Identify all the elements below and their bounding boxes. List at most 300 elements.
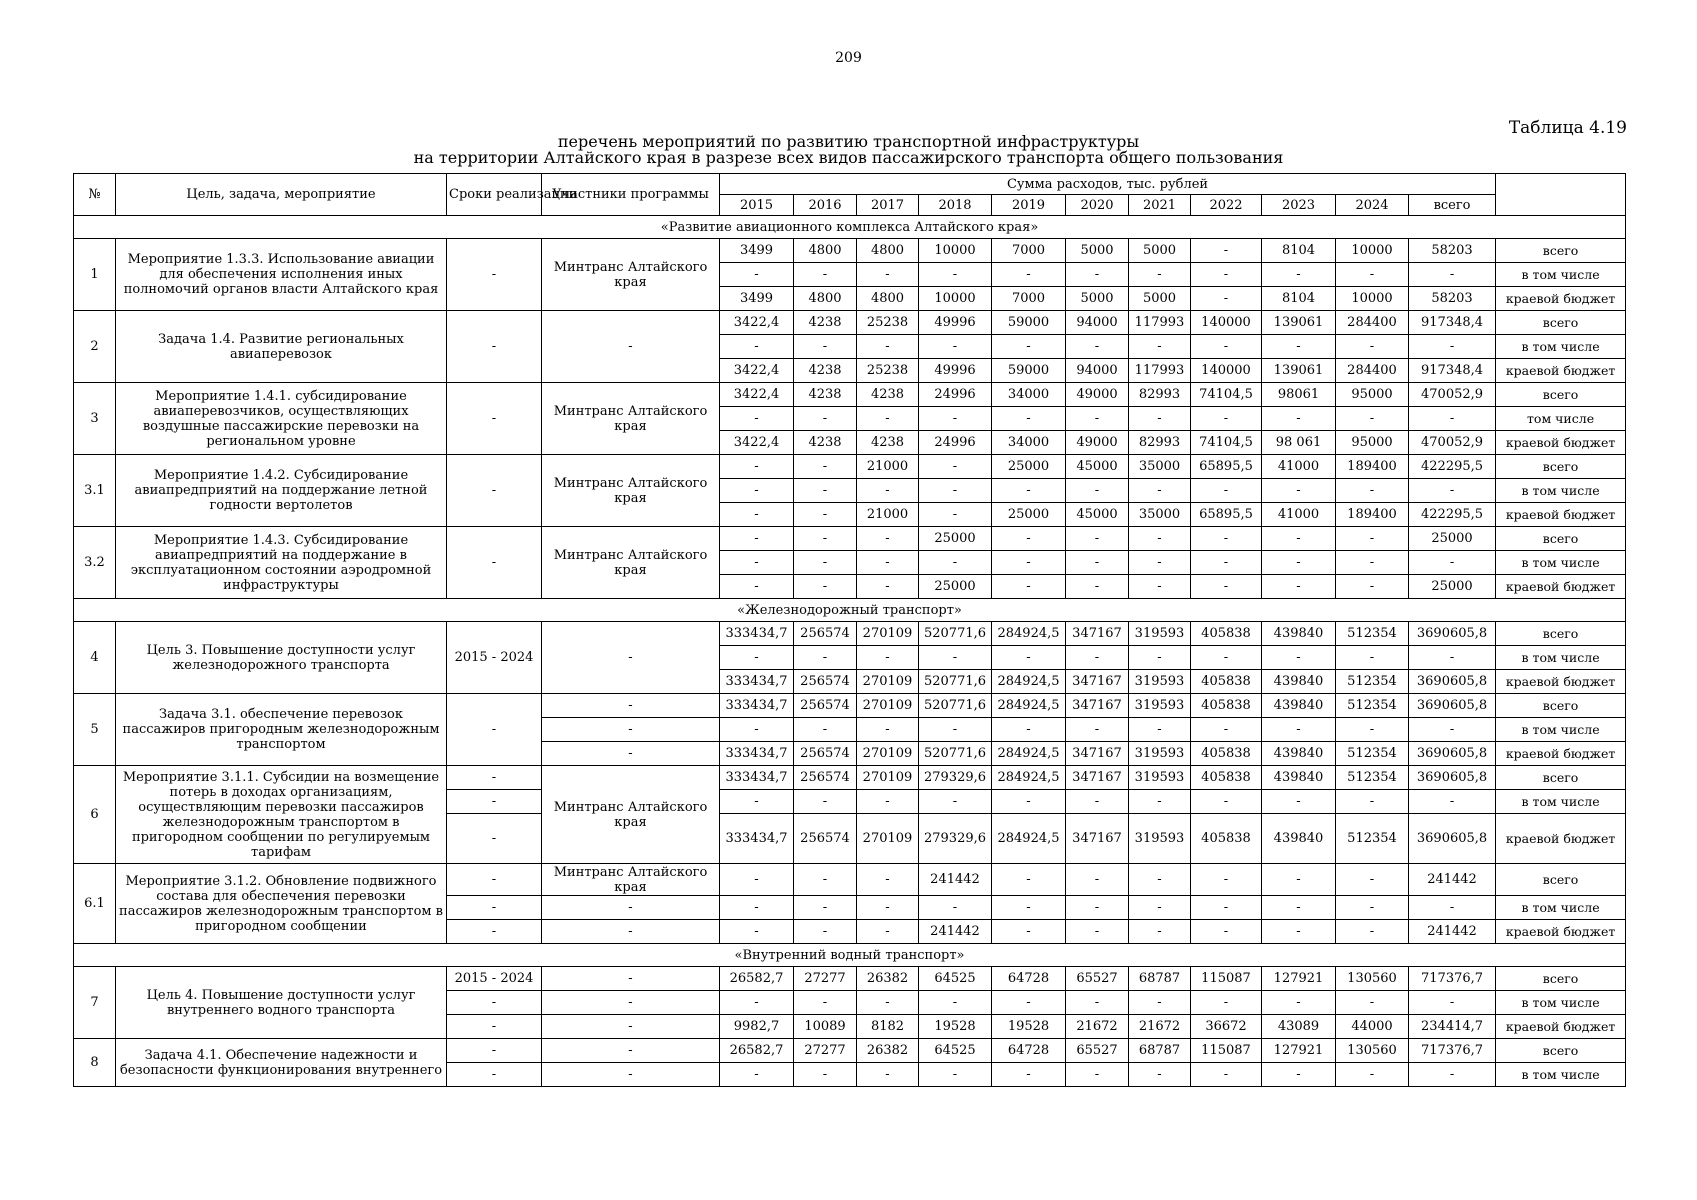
value-cell: - xyxy=(1066,551,1129,575)
value-cell: 439840 xyxy=(1262,766,1336,790)
value-cell: 65895,5 xyxy=(1191,455,1262,479)
row-number: 7 xyxy=(74,967,116,1039)
value-cell: - xyxy=(1066,335,1129,359)
value-cell: - xyxy=(794,551,857,575)
value-cell: - xyxy=(1336,896,1409,920)
header-year: 2015 xyxy=(720,195,794,216)
value-cell: 256574 xyxy=(794,622,857,646)
value-cell: 5000 xyxy=(1129,239,1191,263)
value-cell: 319593 xyxy=(1129,742,1191,766)
value-cell: 512354 xyxy=(1336,670,1409,694)
value-cell: - xyxy=(1191,239,1262,263)
activity-name: Цель 3. Повышение доступности услуг железнодорожного транспорта xyxy=(116,622,447,694)
value-cell: 35000 xyxy=(1129,503,1191,527)
term-cell: - xyxy=(447,239,542,311)
value-cell: - xyxy=(992,896,1066,920)
value-cell: 270109 xyxy=(857,694,919,718)
value-cell: 41000 xyxy=(1262,503,1336,527)
value-cell: - xyxy=(1129,527,1191,551)
header-year: 2024 xyxy=(1336,195,1409,216)
value-cell: 41000 xyxy=(1262,455,1336,479)
value-cell: 140000 xyxy=(1191,311,1262,335)
row-number: 2 xyxy=(74,311,116,383)
value-cell: 319593 xyxy=(1129,694,1191,718)
value-cell: 10089 xyxy=(794,1015,857,1039)
value-cell: - xyxy=(992,718,1066,742)
total-cell: - xyxy=(1409,790,1496,814)
value-cell: 68787 xyxy=(1129,1039,1191,1063)
budget-type-cell: в том числе xyxy=(1496,479,1626,503)
value-cell: 279329,6 xyxy=(919,814,992,864)
section-title: «Железнодорожный транспорт» xyxy=(74,599,1626,622)
term-cell: 2015 - 2024 xyxy=(447,622,542,694)
value-cell: 405838 xyxy=(1191,742,1262,766)
participant-cell: - xyxy=(542,694,720,718)
value-cell: - xyxy=(1191,575,1262,599)
value-cell: 94000 xyxy=(1066,359,1129,383)
value-cell: - xyxy=(1129,263,1191,287)
header-year: 2018 xyxy=(919,195,992,216)
budget-type-cell: краевой бюджет xyxy=(1496,670,1626,694)
value-cell: 10000 xyxy=(919,287,992,311)
value-cell: - xyxy=(1262,575,1336,599)
value-cell: - xyxy=(1066,527,1129,551)
value-cell: - xyxy=(992,335,1066,359)
value-cell: - xyxy=(1191,479,1262,503)
budget-type-cell: в том числе xyxy=(1496,335,1626,359)
budget-type-cell: всего xyxy=(1496,766,1626,790)
participant-cell: - xyxy=(542,896,720,920)
value-cell: 4800 xyxy=(857,287,919,311)
budget-type-cell: в том числе xyxy=(1496,551,1626,575)
value-cell: - xyxy=(1066,896,1129,920)
value-cell: - xyxy=(720,575,794,599)
activity-name: Мероприятие 1.4.3. Субсидирование авиапредприятий на поддержание в эксплуатационном состоянии аэродромной инфраструктуры xyxy=(116,527,447,599)
total-cell: 3690605,8 xyxy=(1409,622,1496,646)
value-cell: 68787 xyxy=(1129,967,1191,991)
value-cell: 520771,6 xyxy=(919,670,992,694)
participant-cell: Минтранс Алтайского края xyxy=(542,239,720,311)
value-cell: 19528 xyxy=(919,1015,992,1039)
value-cell: 34000 xyxy=(992,431,1066,455)
total-cell: - xyxy=(1409,335,1496,359)
value-cell: 10000 xyxy=(919,239,992,263)
value-cell: - xyxy=(794,527,857,551)
value-cell: 36672 xyxy=(1191,1015,1262,1039)
value-cell: - xyxy=(1066,263,1129,287)
value-cell: - xyxy=(1336,527,1409,551)
value-cell: - xyxy=(992,646,1066,670)
activity-name: Задача 3.1. обеспечение перевозок пассажиров пригородным железнодорожным транспортом xyxy=(116,694,447,766)
budget-type-cell: краевой бюджет xyxy=(1496,814,1626,864)
value-cell: - xyxy=(794,575,857,599)
value-cell: - xyxy=(919,479,992,503)
value-cell: 319593 xyxy=(1129,670,1191,694)
value-cell: 49996 xyxy=(919,311,992,335)
value-cell: 49000 xyxy=(1066,431,1129,455)
value-cell: - xyxy=(1262,896,1336,920)
value-cell: 26382 xyxy=(857,1039,919,1063)
value-cell: 3499 xyxy=(720,239,794,263)
table-row xyxy=(74,1039,1626,1063)
value-cell: - xyxy=(1129,864,1191,896)
value-cell: 3422,4 xyxy=(720,359,794,383)
value-cell: 189400 xyxy=(1336,503,1409,527)
value-cell: 95000 xyxy=(1336,431,1409,455)
value-cell: - xyxy=(992,991,1066,1015)
value-cell: - xyxy=(1066,864,1129,896)
value-cell: - xyxy=(1191,263,1262,287)
value-cell: - xyxy=(992,479,1066,503)
value-cell: 270109 xyxy=(857,622,919,646)
value-cell: 284400 xyxy=(1336,359,1409,383)
row-number: 4 xyxy=(74,622,116,694)
value-cell: - xyxy=(919,718,992,742)
value-cell: 520771,6 xyxy=(919,742,992,766)
value-cell: 333434,7 xyxy=(720,742,794,766)
value-cell: 21672 xyxy=(1129,1015,1191,1039)
value-cell: - xyxy=(1262,718,1336,742)
value-cell: - xyxy=(857,479,919,503)
value-cell: 26582,7 xyxy=(720,1039,794,1063)
value-cell: 256574 xyxy=(794,670,857,694)
value-cell: 279329,6 xyxy=(919,766,992,790)
value-cell: 270109 xyxy=(857,742,919,766)
value-cell: - xyxy=(992,551,1066,575)
value-cell: - xyxy=(720,646,794,670)
value-cell: - xyxy=(1262,407,1336,431)
value-cell: 512354 xyxy=(1336,766,1409,790)
value-cell: 270109 xyxy=(857,766,919,790)
value-cell: - xyxy=(857,991,919,1015)
value-cell: - xyxy=(1262,646,1336,670)
value-cell: - xyxy=(1191,287,1262,311)
value-cell: 49996 xyxy=(919,359,992,383)
value-cell: - xyxy=(1129,479,1191,503)
total-cell: 3690605,8 xyxy=(1409,694,1496,718)
value-cell: - xyxy=(857,864,919,896)
budget-type-cell: в том числе xyxy=(1496,263,1626,287)
value-cell: - xyxy=(794,455,857,479)
value-cell: - xyxy=(857,718,919,742)
value-cell: 241442 xyxy=(919,920,992,944)
value-cell: - xyxy=(857,790,919,814)
budget-type-cell: в том числе xyxy=(1496,896,1626,920)
total-cell: 234414,7 xyxy=(1409,1015,1496,1039)
value-cell: - xyxy=(857,646,919,670)
participant-cell: Минтранс Алтайского края xyxy=(542,766,720,864)
participant-cell: - xyxy=(542,1015,720,1039)
value-cell: - xyxy=(1191,896,1262,920)
value-cell: - xyxy=(720,718,794,742)
table-label: Таблица 4.19 xyxy=(1508,118,1627,138)
value-cell: 4238 xyxy=(857,431,919,455)
header-year: 2023 xyxy=(1262,195,1336,216)
value-cell: - xyxy=(992,864,1066,896)
value-cell: 27277 xyxy=(794,967,857,991)
value-cell: 512354 xyxy=(1336,814,1409,864)
value-cell: 4238 xyxy=(794,383,857,407)
value-cell: 5000 xyxy=(1066,287,1129,311)
participant-cell: Минтранс Алтайского края xyxy=(542,455,720,527)
value-cell: - xyxy=(1066,790,1129,814)
value-cell: - xyxy=(1336,407,1409,431)
value-cell: 26382 xyxy=(857,967,919,991)
total-cell: 470052,9 xyxy=(1409,431,1496,455)
value-cell: - xyxy=(1066,646,1129,670)
value-cell: 8104 xyxy=(1262,239,1336,263)
value-cell: - xyxy=(1191,920,1262,944)
value-cell: - xyxy=(1262,527,1336,551)
value-cell: 347167 xyxy=(1066,766,1129,790)
value-cell: 115087 xyxy=(1191,967,1262,991)
header-budget xyxy=(1496,174,1626,216)
budget-type-cell: всего xyxy=(1496,311,1626,335)
header-terms: Сроки реализации xyxy=(447,174,542,216)
value-cell: 284924,5 xyxy=(992,694,1066,718)
value-cell: 130560 xyxy=(1336,1039,1409,1063)
value-cell: 256574 xyxy=(794,814,857,864)
budget-type-cell: всего xyxy=(1496,694,1626,718)
total-cell: 3690605,8 xyxy=(1409,670,1496,694)
value-cell: 45000 xyxy=(1066,455,1129,479)
value-cell: 27277 xyxy=(794,1039,857,1063)
value-cell: 8104 xyxy=(1262,287,1336,311)
value-cell: 284924,5 xyxy=(992,814,1066,864)
participant-cell: - xyxy=(542,742,720,766)
value-cell: - xyxy=(720,455,794,479)
header-year: 2020 xyxy=(1066,195,1129,216)
value-cell: - xyxy=(857,407,919,431)
header-no: № xyxy=(74,174,116,216)
value-cell: - xyxy=(992,527,1066,551)
value-cell: - xyxy=(1066,718,1129,742)
value-cell: 117993 xyxy=(1129,359,1191,383)
value-cell: 347167 xyxy=(1066,670,1129,694)
value-cell: - xyxy=(1129,991,1191,1015)
value-cell: 95000 xyxy=(1336,383,1409,407)
value-cell: 64525 xyxy=(919,1039,992,1063)
total-cell: 3690605,8 xyxy=(1409,766,1496,790)
activity-name: Цель 4. Повышение доступности услуг внутреннего водного транспорта xyxy=(116,967,447,1039)
value-cell: 270109 xyxy=(857,814,919,864)
term-cell: - xyxy=(447,383,542,455)
value-cell: - xyxy=(720,1063,794,1087)
budget-type-cell: в том числе xyxy=(1496,718,1626,742)
total-cell: - xyxy=(1409,551,1496,575)
activity-name: Мероприятие 3.1.1. Субсидии на возмещение потерь в доходах организациям, осуществляющим перевозки пассажиров железнодорожным транспортом в пригородном сообщении по регулируемым тарифам xyxy=(116,766,447,864)
budget-type-cell: всего xyxy=(1496,527,1626,551)
value-cell: - xyxy=(720,503,794,527)
value-cell: 3422,4 xyxy=(720,431,794,455)
value-cell: - xyxy=(919,503,992,527)
value-cell: - xyxy=(1336,920,1409,944)
value-cell: 405838 xyxy=(1191,670,1262,694)
total-cell: 917348,4 xyxy=(1409,359,1496,383)
value-cell: - xyxy=(1336,1063,1409,1087)
budget-type-cell: том числе xyxy=(1496,407,1626,431)
value-cell: - xyxy=(1336,646,1409,670)
table-row xyxy=(74,967,1626,991)
value-cell: 347167 xyxy=(1066,742,1129,766)
value-cell: 94000 xyxy=(1066,311,1129,335)
value-cell: - xyxy=(919,991,992,1015)
expenses-table xyxy=(73,173,1626,1087)
value-cell: - xyxy=(1262,263,1336,287)
value-cell: 512354 xyxy=(1336,622,1409,646)
row-number: 1 xyxy=(74,239,116,311)
value-cell: 43089 xyxy=(1262,1015,1336,1039)
value-cell: - xyxy=(720,263,794,287)
value-cell: - xyxy=(1262,1063,1336,1087)
value-cell: - xyxy=(919,455,992,479)
participant-cell: Минтранс Алтайского края xyxy=(542,864,720,896)
value-cell: 21000 xyxy=(857,455,919,479)
value-cell: 65527 xyxy=(1066,1039,1129,1063)
participant-cell: - xyxy=(542,967,720,991)
row-number: 5 xyxy=(74,694,116,766)
value-cell: 65527 xyxy=(1066,967,1129,991)
term-cell: - xyxy=(447,814,542,864)
row-number: 8 xyxy=(74,1039,116,1087)
value-cell: - xyxy=(794,407,857,431)
table-title xyxy=(0,134,1697,166)
term-cell: - xyxy=(447,920,542,944)
value-cell: 9982,7 xyxy=(720,1015,794,1039)
value-cell: 45000 xyxy=(1066,503,1129,527)
value-cell: - xyxy=(919,646,992,670)
value-cell: - xyxy=(1262,479,1336,503)
value-cell: 4238 xyxy=(794,311,857,335)
total-cell: - xyxy=(1409,991,1496,1015)
value-cell: - xyxy=(720,551,794,575)
table-row xyxy=(74,239,1626,263)
section-row xyxy=(74,599,1626,622)
term-cell: - xyxy=(447,694,542,766)
value-cell: - xyxy=(857,335,919,359)
value-cell: - xyxy=(992,1063,1066,1087)
value-cell: 405838 xyxy=(1191,814,1262,864)
row-number: 3.1 xyxy=(74,455,116,527)
value-cell: - xyxy=(1129,920,1191,944)
value-cell: - xyxy=(919,790,992,814)
budget-type-cell: краевой бюджет xyxy=(1496,742,1626,766)
budget-type-cell: в том числе xyxy=(1496,646,1626,670)
value-cell: - xyxy=(720,790,794,814)
value-cell: 333434,7 xyxy=(720,694,794,718)
budget-type-cell: всего xyxy=(1496,967,1626,991)
term-cell: - xyxy=(447,766,542,790)
value-cell: 520771,6 xyxy=(919,694,992,718)
value-cell: - xyxy=(720,864,794,896)
title-line-2: на территории Алтайского края в разрезе всех видов пассажирского транспорта общего пользования xyxy=(413,148,1284,167)
value-cell: 25000 xyxy=(992,455,1066,479)
budget-type-cell: краевой бюджет xyxy=(1496,359,1626,383)
total-cell: 917348,4 xyxy=(1409,311,1496,335)
budget-type-cell: в том числе xyxy=(1496,1063,1626,1087)
value-cell: 127921 xyxy=(1262,1039,1336,1063)
term-cell: - xyxy=(447,1039,542,1063)
value-cell: - xyxy=(857,263,919,287)
table-row xyxy=(74,311,1626,335)
value-cell: - xyxy=(1336,479,1409,503)
value-cell: - xyxy=(794,479,857,503)
value-cell: - xyxy=(992,263,1066,287)
budget-type-cell: краевой бюджет xyxy=(1496,575,1626,599)
budget-type-cell: всего xyxy=(1496,1039,1626,1063)
value-cell: - xyxy=(1336,575,1409,599)
term-cell: - xyxy=(447,1015,542,1039)
value-cell: 140000 xyxy=(1191,359,1262,383)
value-cell: - xyxy=(1191,527,1262,551)
value-cell: - xyxy=(1191,551,1262,575)
term-cell: 2015 - 2024 xyxy=(447,967,542,991)
value-cell: 347167 xyxy=(1066,814,1129,864)
value-cell: 347167 xyxy=(1066,622,1129,646)
table-row xyxy=(74,864,1626,896)
activity-name: Мероприятие 1.4.1. субсидирование авиаперевозчиков, осуществляющих воздушные пассажирские перевозки на региональном уровне xyxy=(116,383,447,455)
value-cell: 5000 xyxy=(1129,287,1191,311)
budget-type-cell: краевой бюджет xyxy=(1496,503,1626,527)
header-year: 2019 xyxy=(992,195,1066,216)
row-number: 6 xyxy=(74,766,116,864)
budget-type-cell: краевой бюджет xyxy=(1496,920,1626,944)
table-row xyxy=(74,527,1626,551)
value-cell: - xyxy=(1066,575,1129,599)
total-cell: 25000 xyxy=(1409,575,1496,599)
value-cell: - xyxy=(720,896,794,920)
value-cell: - xyxy=(1336,335,1409,359)
value-cell: 256574 xyxy=(794,742,857,766)
value-cell: 319593 xyxy=(1129,814,1191,864)
value-cell: 439840 xyxy=(1262,694,1336,718)
value-cell: - xyxy=(1262,790,1336,814)
table-header xyxy=(74,174,1626,216)
participant-cell: - xyxy=(542,718,720,742)
value-cell: - xyxy=(1129,1063,1191,1087)
value-cell: - xyxy=(1336,790,1409,814)
value-cell: - xyxy=(1191,335,1262,359)
value-cell: - xyxy=(1129,790,1191,814)
header-expenses: Сумма расходов, тыс. рублей xyxy=(720,174,1496,195)
value-cell: - xyxy=(992,575,1066,599)
value-cell: 284924,5 xyxy=(992,622,1066,646)
value-cell: 10000 xyxy=(1336,287,1409,311)
value-cell: - xyxy=(1129,335,1191,359)
value-cell: - xyxy=(794,896,857,920)
budget-type-cell: краевой бюджет xyxy=(1496,431,1626,455)
header-total: всего xyxy=(1409,195,1496,216)
value-cell: 241442 xyxy=(919,864,992,896)
value-cell: - xyxy=(857,920,919,944)
participant-cell: Минтранс Алтайского края xyxy=(542,527,720,599)
budget-type-cell: всего xyxy=(1496,239,1626,263)
value-cell: 333434,7 xyxy=(720,766,794,790)
section-title: «Внутренний водный транспорт» xyxy=(74,944,1626,967)
value-cell: - xyxy=(1066,479,1129,503)
participant-cell: - xyxy=(542,622,720,694)
value-cell: - xyxy=(857,896,919,920)
total-cell: 717376,7 xyxy=(1409,1039,1496,1063)
total-cell: 241442 xyxy=(1409,864,1496,896)
total-cell: - xyxy=(1409,263,1496,287)
budget-type-cell: в том числе xyxy=(1496,790,1626,814)
header-participants: Участники программы xyxy=(542,174,720,216)
term-cell: - xyxy=(447,864,542,896)
section-row xyxy=(74,216,1626,239)
value-cell: 405838 xyxy=(1191,694,1262,718)
value-cell: 65895,5 xyxy=(1191,503,1262,527)
